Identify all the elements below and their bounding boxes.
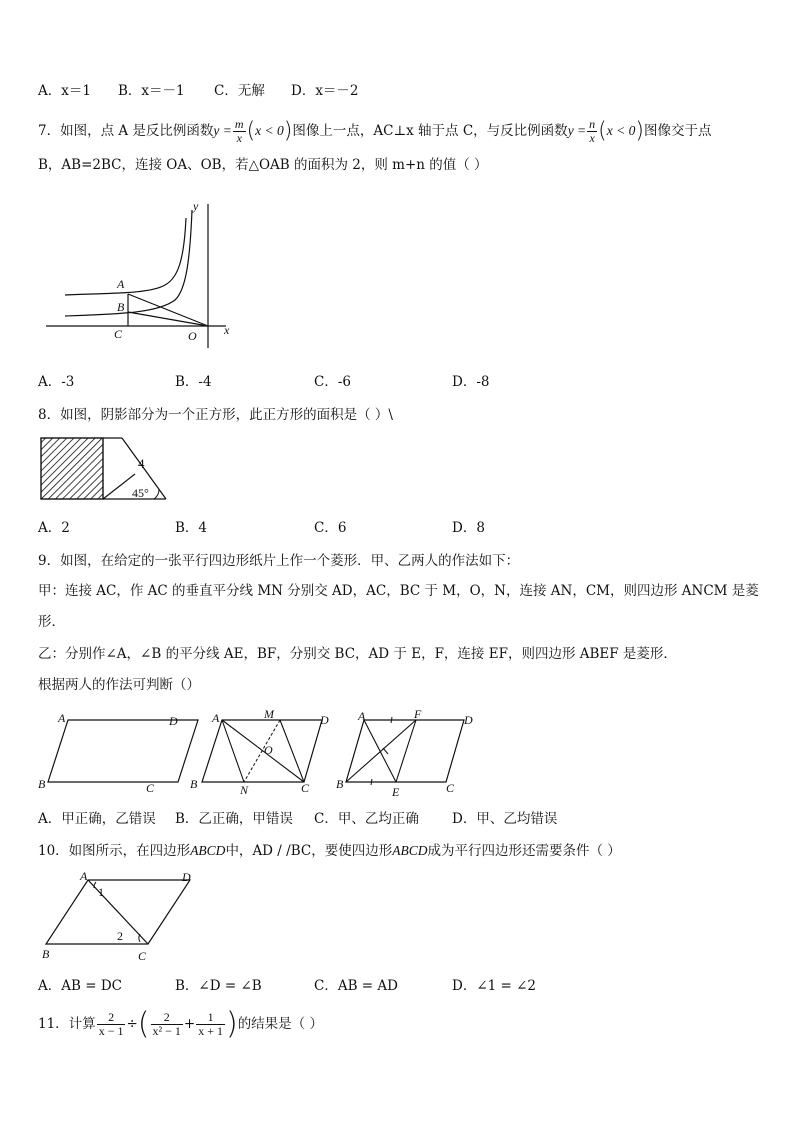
q7-mid: 图像上一点，AC⊥x 轴于点 C，与反比例函数 <box>292 123 568 139</box>
q10-mid2: ，要使四边形 <box>311 843 393 859</box>
q7-f1-den: x <box>236 131 242 145</box>
q7-segment-oa <box>128 294 208 326</box>
q9-fig3-label-f: F <box>414 707 422 721</box>
q11-plus: + <box>183 1016 196 1032</box>
q10-option-a: A．AB = DC <box>38 978 122 994</box>
q10-suffix: 成为平行四边形还需要条件（ ） <box>427 843 621 859</box>
q7-label-c: C <box>114 327 123 341</box>
q11-rparen: ) <box>225 1006 238 1042</box>
q11-term3 <box>196 1011 225 1038</box>
q7-f1-fraction <box>233 118 246 145</box>
q9-fig2-label-m: M <box>264 707 274 721</box>
q9-fig1-label-b: B <box>38 777 46 791</box>
q9-fig2-mn <box>244 720 280 782</box>
q7-label-y: y <box>193 199 199 213</box>
q7-label-o: O <box>188 329 197 343</box>
q7-option-a: A．-3 <box>38 374 75 390</box>
q8-option-d: D．8 <box>452 520 485 536</box>
q9-option-a: A．甲正确，乙错误 <box>38 811 156 827</box>
q9-figure-3 <box>334 708 484 798</box>
q10-label-a: A <box>80 869 88 883</box>
q9-fig2-label-a: A <box>212 711 220 725</box>
q7-segment-ob <box>128 312 208 326</box>
q11-divide: ÷ <box>126 1016 138 1032</box>
q7-stem-line2: B，AB=2BC，连接 OA、OB，若△OAB 的面积为 2，则 m+n 的值（ ） <box>38 157 488 173</box>
q9-fig3-label-b: B <box>336 777 344 791</box>
q9-fig3-tick-2 <box>371 779 372 785</box>
q9-jia-line1: 甲：连接 AC，作 AC 的垂直平分线 MN 分别交 AD，AC，BC 于 M，O，N，连接 AN，CM，则四边形 ANCM 是菱 <box>38 583 759 599</box>
q9-fig1-label-c: C <box>146 781 155 795</box>
q10-label-d: D <box>182 870 191 884</box>
q7-option-b: B．-4 <box>175 374 212 390</box>
q9-option-c: C．甲、乙均正确 <box>314 811 419 827</box>
q8-shaded-square <box>41 438 103 499</box>
q7-prefix: 7．如图，点 A 是反比例函数 <box>38 123 214 139</box>
q10-option-b: B．∠D = ∠B <box>175 978 262 994</box>
q8-angle-arc <box>154 489 159 499</box>
q9-fig1-label-d: D <box>169 714 178 728</box>
q10-label-2: 2 <box>117 929 123 943</box>
q7-f1-cond: x < 0 <box>255 123 284 138</box>
q10-angle2-arc <box>139 934 140 942</box>
q8-option-a: A．2 <box>38 520 70 536</box>
q10-mid: 中， <box>225 843 253 859</box>
q7-option-d: D．-8 <box>452 374 490 390</box>
q11-term2-den: x² − 1 <box>152 1024 181 1038</box>
q9-intro: 9．如图，在给定的一张平行四边形纸片上作一个菱形．甲、乙两人的作法如下： <box>38 553 520 569</box>
q7-f2-rparen: ) <box>635 118 644 144</box>
q8-option-b: B．4 <box>175 520 208 536</box>
q10-abcd-1: ABCD <box>190 843 226 858</box>
q7-f2-num: n <box>589 117 596 131</box>
q11-term3-num: 1 <box>196 1011 225 1025</box>
q9-fig3-label-a: A <box>358 709 366 723</box>
q8-label-side: 4 <box>138 456 145 471</box>
q8-figure <box>40 436 172 502</box>
q7-f1-rparen: ) <box>283 118 293 144</box>
q10-stem <box>38 841 621 861</box>
q9-fig2-label-d: D <box>320 713 329 727</box>
q11-term1 <box>97 1011 126 1038</box>
q9-fig1-parallelogram <box>48 720 198 782</box>
q9-fig3-label-d: D <box>464 713 473 727</box>
q9-fig3-label-c: C <box>446 781 455 795</box>
q7-f2-fraction <box>587 118 597 145</box>
q9-fig3-tick-3 <box>383 748 388 754</box>
q7-f1-num: m <box>234 117 244 131</box>
q9-fig2-an <box>222 720 244 782</box>
q7-label-b: B <box>117 300 125 314</box>
q11-stem <box>38 1006 323 1042</box>
q9-figure-2 <box>188 708 338 798</box>
q6-option-c: C．无解 <box>214 83 265 99</box>
q6-option-a: A．x＝1 <box>38 83 91 99</box>
q7-label-x: x <box>224 323 230 337</box>
q7-f1-lparen: ( <box>246 118 256 144</box>
q11-term1-den: x − 1 <box>98 1024 124 1038</box>
q11-lparen: ( <box>137 1006 150 1042</box>
q9-fig3-tick-1 <box>391 717 392 723</box>
q11-term2-num: 2 <box>151 1011 183 1025</box>
q8-triangle-diagonal <box>103 474 135 499</box>
q9-fig1-label-a: A <box>58 711 66 725</box>
q10-label-c: C <box>138 949 147 963</box>
q8-label-angle: 45° <box>132 486 149 500</box>
q10-prefix: 10．如图所示，在四边形 <box>38 843 191 859</box>
q10-figure <box>36 868 206 963</box>
q9-fig2-label-n: N <box>240 783 249 797</box>
q6-option-d: D．x＝－2 <box>291 83 359 99</box>
q7-f2-lparen: ( <box>598 118 607 144</box>
q7-option-c: C．-6 <box>314 374 351 390</box>
q6-option-b: B．x＝－1 <box>118 83 185 99</box>
q7-f1-lhs: y = <box>213 123 232 138</box>
q9-fig2-label-o: O <box>264 743 273 757</box>
q7-curve-m <box>65 218 186 295</box>
q11-term2 <box>151 1011 183 1038</box>
q11-term3-den: x + 1 <box>198 1024 223 1038</box>
q8-stem: 8．如图，阴影部分为一个正方形，此正方形的面积是（ ）\ <box>38 407 393 423</box>
q11-suffix: 的结果是（ ） <box>237 1016 323 1032</box>
q7-suffix: 图像交于点 <box>643 123 712 139</box>
q7-f2-den: x <box>589 131 595 145</box>
q9-fig3-label-e: E <box>392 785 400 799</box>
q10-abcd-2: ABCD <box>392 843 428 858</box>
q11-prefix: 11．计算 <box>38 1016 96 1032</box>
q8-option-c: C．6 <box>314 520 347 536</box>
q10-label-1: 1 <box>98 885 104 899</box>
q9-fig2-label-b: B <box>190 777 198 791</box>
q10-option-d: D．∠1 = ∠2 <box>452 978 537 994</box>
q9-jia-line2: 形． <box>38 614 65 630</box>
q10-option-c: C．AB = AD <box>314 978 398 994</box>
q10-label-b: B <box>42 947 50 961</box>
q9-figure-1 <box>36 708 196 798</box>
q7-label-a: A <box>117 277 125 291</box>
q9-option-b: B．乙正确，甲错误 <box>175 811 293 827</box>
q7-stem-line1 <box>38 118 711 145</box>
q7-figure <box>40 200 240 350</box>
q9-fig3-ae <box>364 720 396 782</box>
q9-fig2-label-c: C <box>301 781 310 795</box>
q9-yi: 乙：分别作∠A，∠B 的平分线 AE，BF，分别交 BC，AD 于 E，F，连接 EF，则四边形 ABEF 是菱形． <box>38 646 677 662</box>
q7-f2-cond: x < 0 <box>606 123 636 138</box>
q9-option-d: D．甲、乙均错误 <box>452 811 558 827</box>
q9-judge: 根据两人的作法可判断（） <box>38 677 200 693</box>
q11-term1-num: 2 <box>97 1011 126 1025</box>
q10-cond: AD / /BC <box>252 843 312 859</box>
q7-f2-lhs: y = <box>567 123 587 138</box>
